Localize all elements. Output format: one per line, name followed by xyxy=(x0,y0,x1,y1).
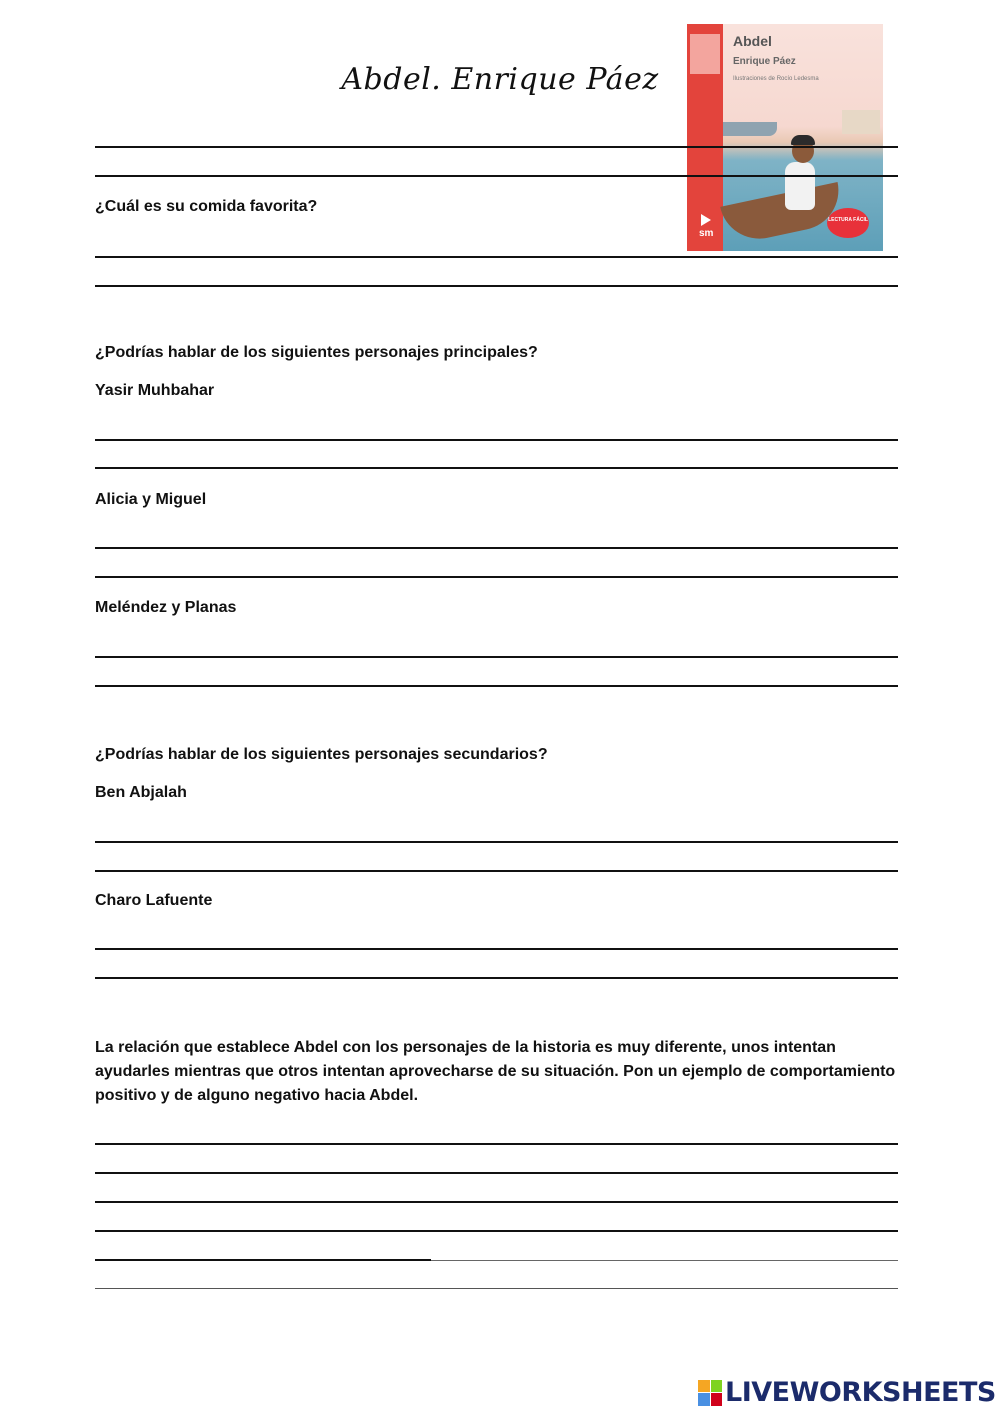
answer-line[interactable] xyxy=(95,467,898,469)
answer-line[interactable] xyxy=(95,547,898,549)
character-melendez: Meléndez y Planas xyxy=(95,599,237,616)
character-yasir: Yasir Muhbahar xyxy=(95,382,215,399)
cover-author: Enrique Páez xyxy=(733,56,796,67)
answer-line[interactable] xyxy=(95,576,898,578)
character-ben: Ben Abjalah xyxy=(95,784,187,801)
answer-line[interactable] xyxy=(95,656,898,658)
answer-line[interactable] xyxy=(431,1260,898,1261)
character-alicia: Alicia y Miguel xyxy=(95,491,207,508)
cover-red-strip xyxy=(687,24,723,251)
cover-play-icon xyxy=(701,214,711,226)
cover-book-title: Abdel xyxy=(733,33,772,49)
cover-figure-shape xyxy=(785,162,815,210)
answer-line[interactable] xyxy=(95,146,898,148)
cover-badge: LECTURA FÁCIL xyxy=(827,208,869,238)
cover-town-shape xyxy=(842,110,880,134)
answer-line[interactable] xyxy=(95,977,898,979)
cover-hair-shape xyxy=(791,135,815,145)
logo-square-icon xyxy=(711,1393,723,1406)
cover-publisher: sm xyxy=(699,228,714,239)
book-cover-image xyxy=(687,24,883,251)
question-secundarios: ¿Podrías hablar de los siguientes personajes secundarios? xyxy=(95,746,548,763)
answer-line[interactable] xyxy=(95,175,898,177)
answer-line[interactable] xyxy=(95,870,898,872)
logo-square-icon xyxy=(711,1380,723,1393)
cover-boat-shape xyxy=(720,182,846,246)
logo-square-icon xyxy=(698,1380,710,1393)
answer-line[interactable] xyxy=(95,1259,431,1261)
answer-line[interactable] xyxy=(95,1201,898,1203)
answer-line[interactable] xyxy=(95,439,898,441)
logo-square-icon xyxy=(698,1393,710,1406)
answer-line[interactable] xyxy=(95,841,898,843)
worksheet-title: Abdel. Enrique Páez xyxy=(341,62,659,97)
answer-line[interactable] xyxy=(95,256,898,258)
watermark-text: LIVEWORKSHEETS xyxy=(725,1377,996,1408)
question-comida: ¿Cuál es su comida favorita? xyxy=(95,198,318,215)
answer-line[interactable] xyxy=(95,1143,898,1145)
liveworksheets-logo-icon xyxy=(698,1380,722,1406)
answer-line[interactable] xyxy=(95,1172,898,1174)
answer-line[interactable] xyxy=(95,285,898,287)
question-relacion: La relación que establece Abdel con los personajes de la historia es muy diferente, unos intentan ayudarles mientras que otros intentan aprovecharse de su situación. Pon un ejemplo de comportamiento positivo y de alguno negativo hacia Abdel. xyxy=(95,1039,896,1104)
answer-line[interactable] xyxy=(95,685,898,687)
question-principales: ¿Podrías hablar de los siguientes personajes principales? xyxy=(95,344,538,361)
answer-line[interactable] xyxy=(95,1230,898,1232)
cover-illustrator: Ilustraciones de Rocío Ledesma xyxy=(733,76,819,82)
character-charo: Charo Lafuente xyxy=(95,892,213,909)
answer-line[interactable] xyxy=(95,1288,898,1289)
answer-line[interactable] xyxy=(95,948,898,950)
cover-logo-icon xyxy=(690,34,720,74)
liveworksheets-watermark xyxy=(698,1377,996,1408)
